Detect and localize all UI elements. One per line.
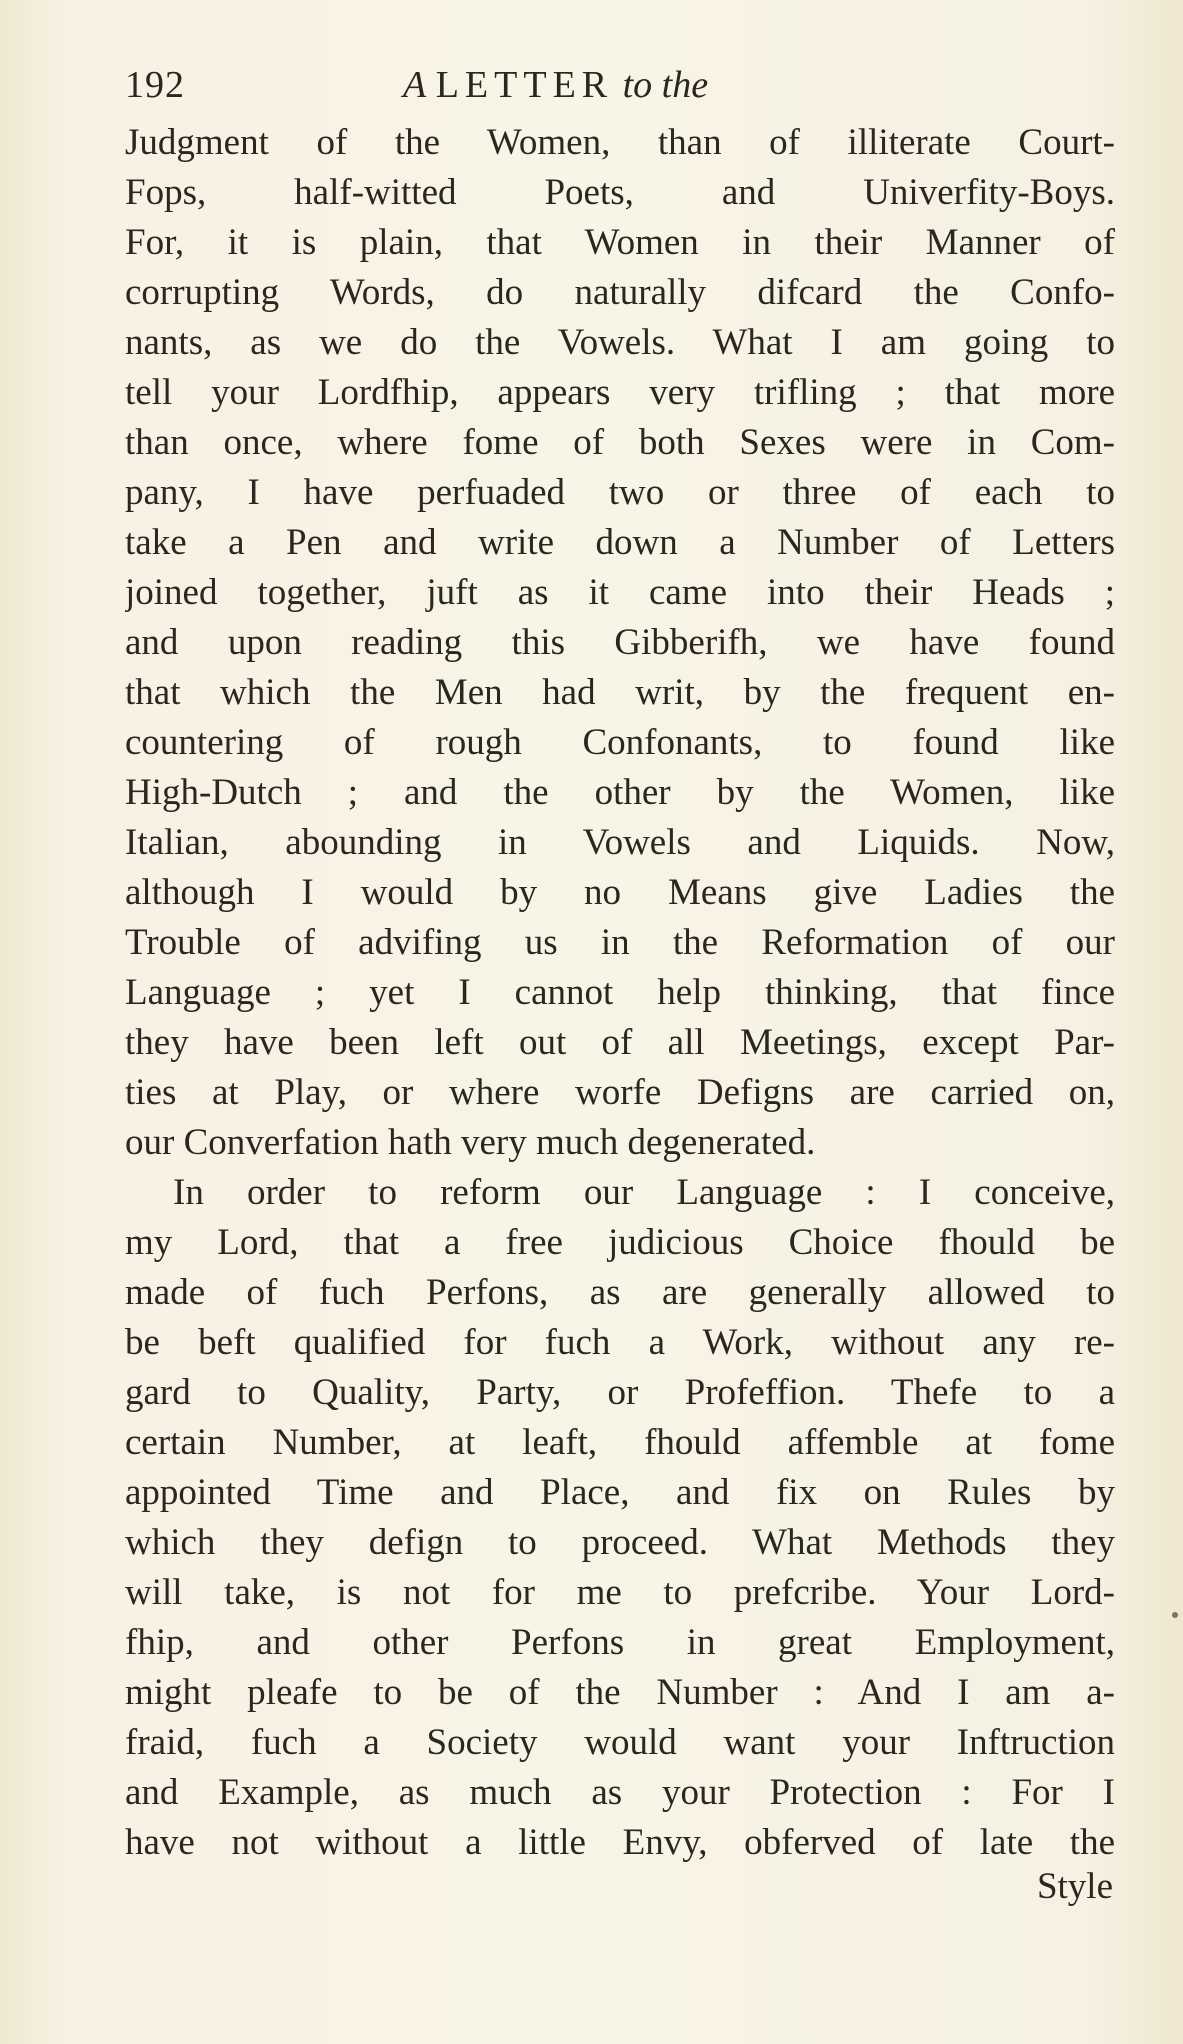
text-line-9: take a Pen and write down a Number of Letters <box>125 522 1115 563</box>
text-line-21: our Converfation hath very much degenerated. <box>125 1122 816 1163</box>
text-line-29: which they defign to proceed. What Methods they <box>125 1522 1115 1563</box>
running-head-suffix: to the <box>622 64 709 106</box>
text-line-13: countering of rough Confonants, to found like <box>125 722 1115 763</box>
margin-speck <box>1172 1612 1178 1618</box>
text-line-19: they have been left out of all Meetings, except Par- <box>125 1022 1115 1063</box>
text-line-22: In order to reform our Language : I conceive, <box>173 1172 1115 1213</box>
text-line-5: nants, as we do the Vowels. What I am going to <box>125 322 1115 363</box>
text-line-26: gard to Quality, Party, or Profeffion. Thefe to a <box>125 1372 1115 1413</box>
text-line-35: have not without a little Envy, obferved of late the <box>125 1822 1115 1863</box>
text-line-28: appointed Time and Place, and fix on Rules by <box>125 1472 1115 1513</box>
running-head <box>403 55 708 115</box>
text-line-32: might pleafe to be of the Number : And I am a- <box>125 1672 1115 1713</box>
text-line-20: ties at Play, or where worfe Defigns are carried on, <box>125 1072 1115 1113</box>
text-line-15: Italian, abounding in Vowels and Liquids. Now, <box>125 822 1115 863</box>
text-line-17: Trouble of advifing us in the Reformation of our <box>125 922 1115 963</box>
page-header <box>125 55 1125 115</box>
running-head-main: LETTER <box>435 64 614 106</box>
text-line-30: will take, is not for me to prefcribe. Your Lord- <box>125 1572 1115 1613</box>
text-line-18: Language ; yet I cannot help thinking, that fince <box>125 972 1115 1013</box>
page-number: 192 <box>125 64 185 106</box>
text-line-6: tell your Lordfhip, appears very trifling ; that more <box>125 372 1115 413</box>
text-line-27: certain Number, at leaft, fhould affemble at fome <box>125 1422 1115 1463</box>
text-line-24: made of fuch Perfons, as are generally allowed to <box>125 1272 1115 1313</box>
text-line-1: Judgment of the Women, than of illiterate Court- <box>125 122 1115 163</box>
text-line-14: High-Dutch ; and the other by the Women, like <box>125 772 1115 813</box>
text-line-10: joined together, juft as it came into their Heads ; <box>125 572 1115 613</box>
text-line-4: corrupting Words, do naturally difcard the Confo- <box>125 272 1115 313</box>
text-line-23: my Lord, that a free judicious Choice fhould be <box>125 1222 1115 1263</box>
text-line-12: that which the Men had writ, by the frequent en- <box>125 672 1115 713</box>
text-line-25: be beft qualified for fuch a Work, without any re- <box>125 1322 1115 1363</box>
text-line-2: Fops, half-witted Poets, and Univerfity-Boys. <box>125 172 1115 213</box>
text-line-3: For, it is plain, that Women in their Manner of <box>125 222 1115 263</box>
text-line-33: fraid, fuch a Society would want your Inftruction <box>125 1722 1115 1763</box>
text-line-16: although I would by no Means give Ladies the <box>125 872 1115 913</box>
text-line-31: fhip, and other Perfons in great Employment, <box>125 1622 1115 1663</box>
text-line-34: and Example, as much as your Protection : For I <box>125 1772 1115 1813</box>
text-line-7: than once, where fome of both Sexes were in Com- <box>125 422 1115 463</box>
running-head-prefix: A <box>403 64 427 106</box>
catchword: Style <box>1036 1866 1113 1907</box>
text-line-8: pany, I have perfuaded two or three of each to <box>125 472 1115 513</box>
body-text <box>125 118 1115 1868</box>
text-line-11: and upon reading this Gibberifh, we have found <box>125 622 1115 663</box>
